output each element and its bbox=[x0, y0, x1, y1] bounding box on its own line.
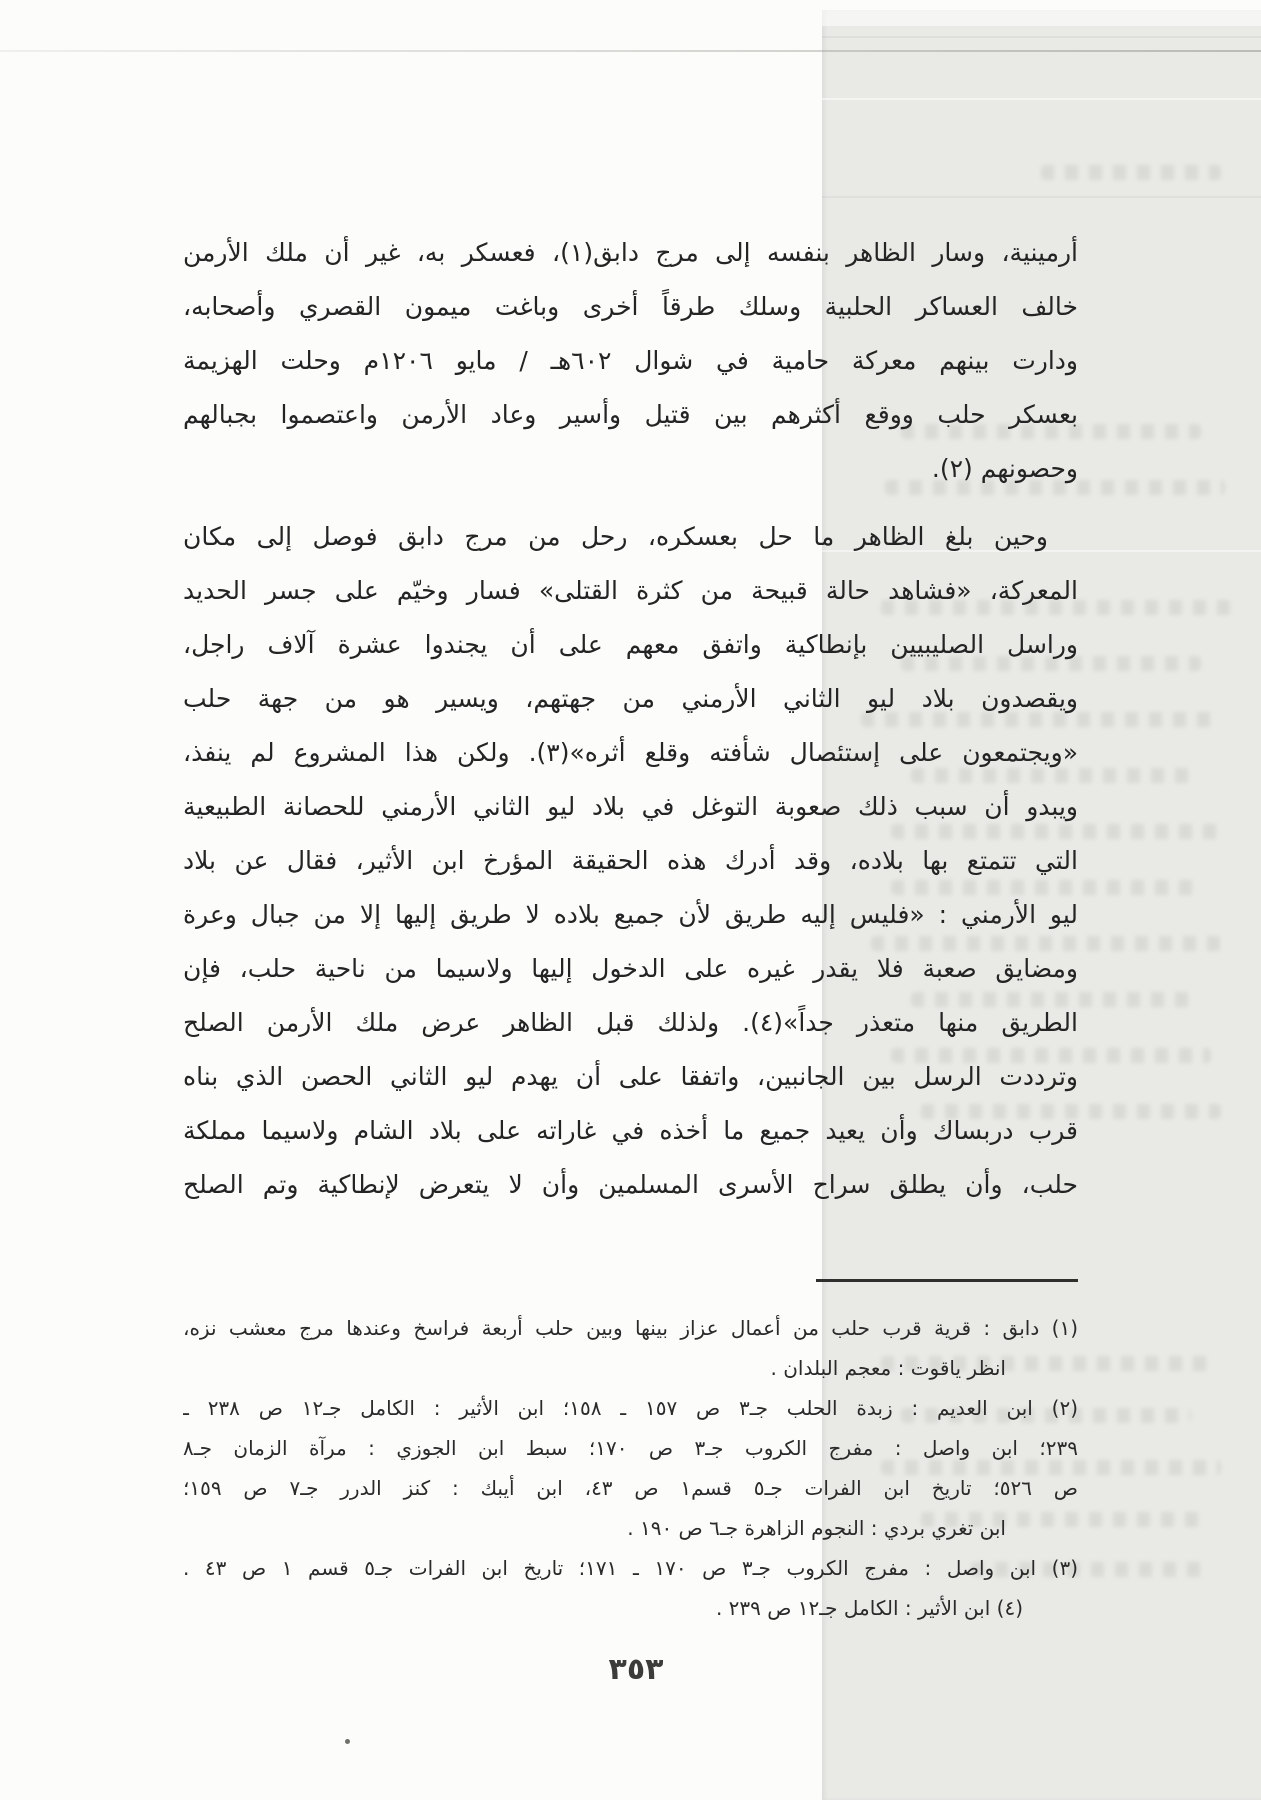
paragraph-2 bbox=[183, 510, 1078, 1212]
body-line: وحين بلغ الظاهر ما حل بعسكره، رحل من مرج دابق فوصل إلى مكان bbox=[183, 522, 1048, 551]
scan-streak bbox=[822, 196, 1261, 198]
footnote-line: ٢٣٩؛ ابن واصل : مفرج الكروب جـ٣ ص ١٧٠؛ سبط ابن الجوزي : مرآة الزمان جـ٨ bbox=[183, 1436, 1078, 1460]
body-line: بعسكر حلب ووقع أكثرهم بين قتيل وأسير وعاد الأرمن واعتصموا بجبالهم bbox=[183, 400, 1078, 429]
footnotes bbox=[183, 1308, 1078, 1628]
footnote-separator bbox=[816, 1279, 1078, 1282]
body-line: ومضايق صعبة فلا يقدر غيره على الدخول إليها ولاسيما من ناحية حلب، فإن bbox=[183, 954, 1078, 983]
body-line: وحصونهم (٢). bbox=[931, 454, 1078, 483]
footnote-line: ابن تغري بردي : النجوم الزاهرة جـ٦ ص ١٩٠ . bbox=[627, 1516, 1006, 1540]
body-text bbox=[183, 226, 1078, 1212]
body-line: حلب، وأن يطلق سراح الأسرى المسلمين وأن لا يتعرض لإنطاكية وتم الصلح bbox=[183, 1170, 1078, 1199]
stray-ink-dot bbox=[345, 1739, 350, 1744]
body-line: «ويجتمعون على إستئصال شأفته وقلع أثره»(٣). ولكن هذا المشروع لم ينفذ، bbox=[183, 738, 1078, 767]
ghost-text-line bbox=[1041, 165, 1221, 180]
body-line: خالف العساكر الحلبية وسلك طرقاً أخرى وباغت ميمون القصري وأصحابه، bbox=[183, 292, 1078, 321]
footnote-line: (٢) ابن العديم : زبدة الحلب جـ٣ ص ١٥٧ ـ ١٥٨؛ ابن الأثير : الكامل جـ١٢ ص ٢٣٨ ـ bbox=[183, 1396, 1078, 1420]
footnote-line: انظر ياقوت : معجم البلدان . bbox=[770, 1356, 1006, 1380]
body-line: الطريق منها متعذر جداً»(٤). ولذلك قبل الظاهر عرض ملك الأرمن الصلح bbox=[183, 1008, 1078, 1037]
body-line: ودارت بينهم معركة حامية في شوال ٦٠٢هـ / مايو ١٢٠٦م وحلت الهزيمة bbox=[183, 346, 1078, 375]
body-line: قرب دربساك وأن يعيد جميع ما أخذه في غاراته على بلاد الشام ولاسيما مملكة bbox=[183, 1116, 1078, 1145]
body-line: التي تتمتع بها بلاده، وقد أدرك هذه الحقيقة المؤرخ ابن الأثير، فقال عن بلاد bbox=[183, 846, 1078, 875]
body-line: وراسل الصليبيين بإنطاكية واتفق معهم على أن يجندوا عشرة آلاف راجل، bbox=[183, 630, 1078, 659]
footnote-line: (٤) ابن الأثير : الكامل جـ١٢ ص ٢٣٩ . bbox=[715, 1596, 1023, 1620]
body-line: المعركة، «فشاهد حالة قبيحة من كثرة القتلى» فسار وخيّم على جسر الحديد bbox=[183, 576, 1078, 605]
paragraph-1 bbox=[183, 226, 1078, 496]
page-number: ٣٥٣ bbox=[608, 1652, 664, 1687]
footnote-line: (٣) ابن واصل : مفرج الكروب جـ٣ ص ١٧٠ ـ ١٧١؛ تاريخ ابن الفرات جـ٥ قسم ١ ص ٤٣ . bbox=[183, 1556, 1078, 1580]
scan-streak bbox=[822, 98, 1261, 100]
body-line: ويقصدون بلاد ليو الثاني الأرمني من جهتهم، ويسير هو من جهة حلب bbox=[183, 684, 1078, 713]
scan-streak bbox=[822, 36, 1261, 38]
scan-streak bbox=[822, 10, 1261, 26]
footnote-line: (١) دابق : قرية قرب حلب من أعمال عزاز بينها وبين حلب أربعة فراسخ وعندها مرج معشب نزه، bbox=[183, 1316, 1078, 1340]
scan-line-artifact bbox=[0, 50, 1261, 52]
body-line: وترددت الرسل بين الجانبين، واتفقا على أن يهدم ليو الثاني الحصن الذي بناه bbox=[183, 1062, 1078, 1091]
body-line: ليو الأرمني : «فليس إليه طريق لأن جميع بلاده لا طريق إليها إلا من جبال وعرة bbox=[183, 900, 1078, 929]
body-line: ويبدو أن سبب ذلك صعوبة التوغل في بلاد ليو الثاني الأرمني للحصانة الطبيعية bbox=[183, 792, 1078, 821]
body-line: أرمينية، وسار الظاهر بنفسه إلى مرج دابق(١)، فعسكر به، غير أن ملك الأرمن bbox=[183, 238, 1078, 267]
footnote-line: ص ٥٢٦؛ تاريخ ابن الفرات جـ٥ قسم١ ص ٤٣، ابن أيبك : كنز الدرر جـ٧ ص ١٥٩؛ bbox=[183, 1476, 1078, 1500]
